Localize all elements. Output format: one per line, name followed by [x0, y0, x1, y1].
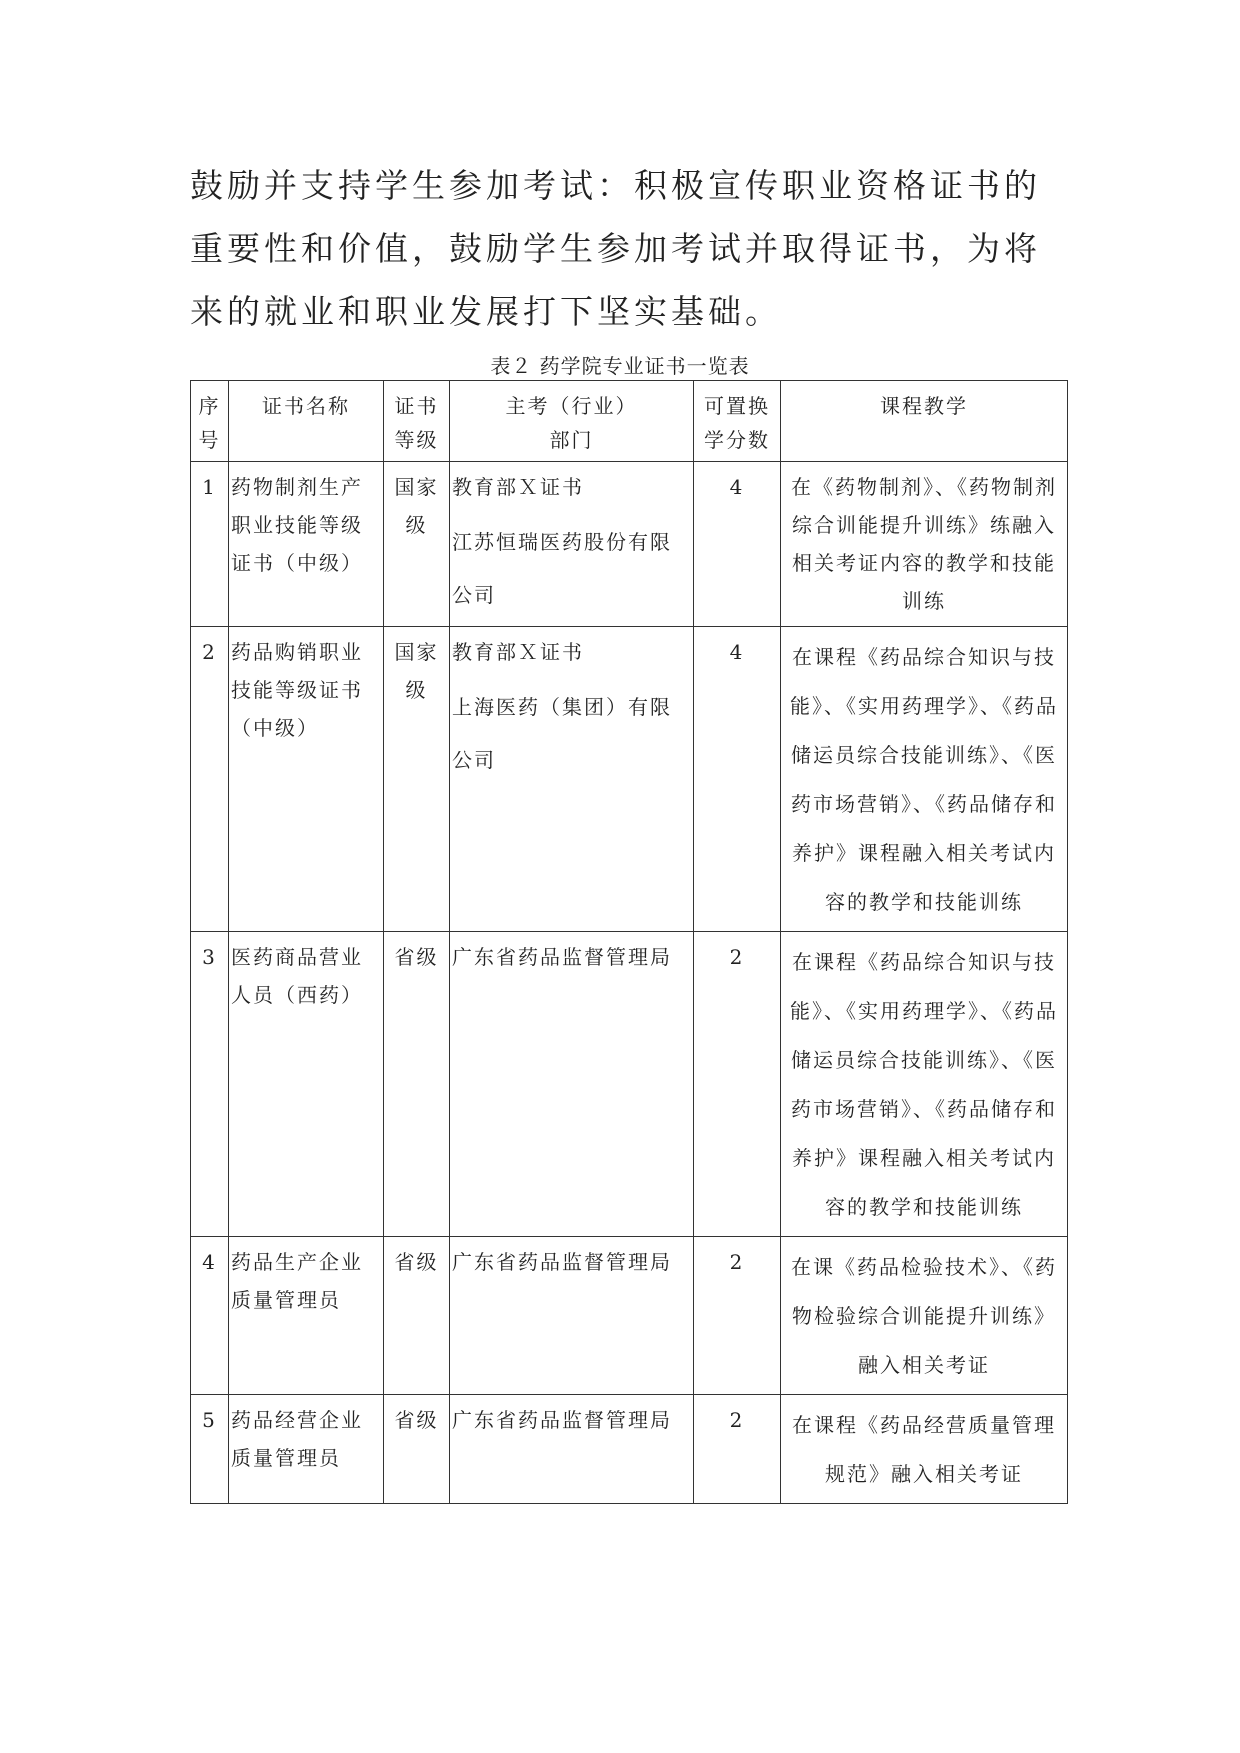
header-course: 课程教学 [781, 381, 1068, 462]
cert-level: 国家级 [384, 462, 450, 627]
cert-name: 药品生产企业质量管理员 [229, 1237, 384, 1395]
cert-dept: 广东省药品监督管理局 [450, 1237, 694, 1395]
table-row [191, 932, 1068, 1237]
cert-level: 省级 [384, 1237, 450, 1395]
header-credit: 可置换 学分数 [694, 381, 781, 462]
table-row [191, 462, 1068, 627]
cert-course: 在课《药品检验技术》、《药物检验综合训能提升训练》融入相关考证 [781, 1237, 1068, 1395]
cert-credit: 4 [694, 462, 781, 627]
table-header-row [191, 381, 1068, 462]
cert-course: 在课程《药品经营质量管理规范》融入相关考证 [781, 1395, 1068, 1504]
table-row [191, 1237, 1068, 1395]
table-caption: 表２ 药学院专业证书一览表 [490, 354, 750, 378]
row-number: 3 [191, 932, 229, 1237]
cert-credit: 2 [694, 932, 781, 1237]
cert-dept: 教育部Ｘ证书 江苏恒瑞医药股份有限公司 [450, 462, 694, 627]
cert-course: 在《药物制剂》、《药物制剂综合训能提升训练》练融入相关考证内容的教学和技能训练 [781, 462, 1068, 627]
header-seq: 序 号 [191, 381, 229, 462]
cert-level: 国家级 [384, 627, 450, 932]
cert-course: 在课程《药品综合知识与技能》、《实用药理学》、《药品储运员综合技能训练》、《医药市场营销》、《药品储存和养护》课程融入相关考试内容的教学和技能训练 [781, 932, 1068, 1237]
header-name: 证书名称 [229, 381, 384, 462]
cert-level: 省级 [384, 1395, 450, 1504]
cert-dept: 教育部Ｘ证书 上海医药（集团）有限公司 [450, 627, 694, 932]
row-number: 4 [191, 1237, 229, 1395]
cert-dept: 广东省药品监督管理局 [450, 1395, 694, 1504]
row-number: 5 [191, 1395, 229, 1504]
cert-credit: 2 [694, 1237, 781, 1395]
cert-credit: 4 [694, 627, 781, 932]
header-dept: 主考（行业） 部门 [450, 381, 694, 462]
table-row [191, 1395, 1068, 1504]
cert-name: 药品经营企业质量管理员 [229, 1395, 384, 1504]
cert-dept: 广东省药品监督管理局 [450, 932, 694, 1237]
row-number: 1 [191, 462, 229, 627]
table-row [191, 627, 1068, 932]
cert-course: 在课程《药品综合知识与技能》、《实用药理学》、《药品储运员综合技能训练》、《医药市场营销》、《药品储存和养护》课程融入相关考试内容的教学和技能训练 [781, 627, 1068, 932]
certificate-table [190, 380, 1068, 1504]
row-number: 2 [191, 627, 229, 932]
cert-credit: 2 [694, 1395, 781, 1504]
cert-level: 省级 [384, 932, 450, 1237]
header-level: 证书 等级 [384, 381, 450, 462]
intro-paragraph: 鼓励并支持学生参加考试：积极宣传职业资格证书的重要性和价值，鼓励学生参加考试并取得证书，为将来的就业和职业发展打下坚实基础。 [190, 166, 1041, 331]
cert-name: 药物制剂生产职业技能等级证书（中级） [229, 462, 384, 627]
cert-name: 医药商品营业人员（西药） [229, 932, 384, 1237]
cert-name: 药品购销职业技能等级证书（中级） [229, 627, 384, 932]
